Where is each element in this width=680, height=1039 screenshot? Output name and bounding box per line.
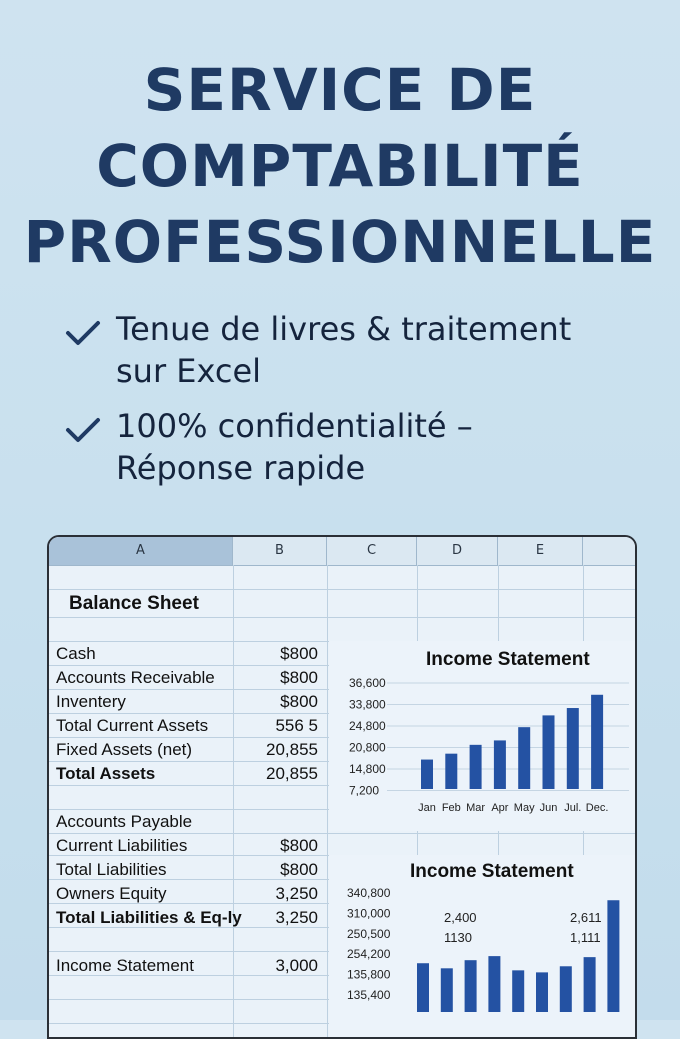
bar xyxy=(584,957,596,1012)
cell-value[interactable]: $800 xyxy=(280,836,318,855)
column-header-e[interactable]: E xyxy=(498,537,583,565)
x-tick-label: Mar xyxy=(466,802,486,814)
column-headers xyxy=(49,537,635,566)
y-tick-label: 14,800 xyxy=(349,762,386,776)
title-line-3: PROFESSIONNELLE xyxy=(23,208,657,276)
title-line-1: SERVICE DE xyxy=(143,56,537,124)
x-tick-label: Jul. xyxy=(564,802,582,814)
cell-label[interactable]: Inventery xyxy=(56,692,126,711)
y-tick-label: 7,200 xyxy=(349,783,380,798)
cell-label[interactable]: Accounts Payable xyxy=(56,812,193,831)
bar xyxy=(543,715,555,789)
bar xyxy=(465,960,477,1012)
page-title xyxy=(0,52,680,280)
cell-label[interactable]: Total Liabilities xyxy=(56,860,167,879)
x-tick-label: Dec. xyxy=(585,802,609,814)
bullet-text: 100% confidentialité – xyxy=(116,407,473,445)
data-annotation: 2,400 xyxy=(444,910,477,925)
cell-label[interactable]: Fixed Assets (net) xyxy=(56,740,193,759)
cell-label[interactable]: Cash xyxy=(56,644,96,663)
check-icon xyxy=(64,318,102,348)
grid-col-line xyxy=(327,565,328,1039)
x-tick-label: Apr xyxy=(491,802,509,814)
bar xyxy=(488,956,500,1012)
column-header-d[interactable]: D xyxy=(417,537,498,565)
bar xyxy=(494,740,506,789)
cell-label[interactable]: Current Liabilities xyxy=(56,836,188,855)
column-header-a[interactable]: A xyxy=(49,537,233,565)
income-chart-1-plot xyxy=(329,641,635,831)
x-tick-label: Jan xyxy=(418,802,436,814)
data-annotation: 2,611 xyxy=(570,910,602,925)
cell-label[interactable]: Accounts Receivable xyxy=(56,668,215,687)
cell-value[interactable]: $800 xyxy=(280,668,318,687)
bar xyxy=(512,970,524,1012)
cell-label[interactable]: Total Current Assets xyxy=(56,716,209,735)
income-chart-2 xyxy=(329,855,635,1039)
feature-bullet xyxy=(64,405,473,489)
cell-label[interactable]: Total Liabilities & Eq-ly xyxy=(56,908,242,927)
y-tick-label: 310,000 xyxy=(347,906,391,921)
column-header-c[interactable]: C xyxy=(327,537,417,565)
bar xyxy=(607,900,619,1012)
y-tick-label: 135,400 xyxy=(347,988,391,1002)
cell-value[interactable]: 3,000 xyxy=(275,956,318,975)
feature-bullet xyxy=(64,308,571,392)
x-tick-label: Feb xyxy=(441,802,461,814)
bar xyxy=(470,745,482,789)
bullet-text: sur Excel xyxy=(116,352,262,390)
y-tick-label: 250,500 xyxy=(347,926,391,941)
y-tick-label: 135,800 xyxy=(347,967,391,982)
bar xyxy=(560,966,572,1012)
y-tick-label: 36,600 xyxy=(349,676,386,690)
cell-value[interactable]: 20,855 xyxy=(266,740,318,759)
cell-value[interactable]: 3,250 xyxy=(275,884,318,903)
y-tick-label: 254,200 xyxy=(347,947,391,962)
chart-title: Income Statement xyxy=(426,649,590,670)
bar xyxy=(567,708,579,789)
y-tick-label: 340,800 xyxy=(347,886,391,900)
spreadsheet xyxy=(47,535,637,1039)
bar xyxy=(518,727,530,789)
check-icon xyxy=(64,415,102,445)
chart-title: Income Statement xyxy=(410,861,574,882)
bar xyxy=(536,972,548,1012)
x-tick-label: Jun xyxy=(539,802,558,814)
cell-value[interactable]: $800 xyxy=(280,860,318,879)
title-line-2: COMPTABILITÉ xyxy=(96,132,584,200)
cell-value[interactable]: $800 xyxy=(280,644,318,663)
bar xyxy=(445,754,457,789)
cell-label[interactable]: Owners Equity xyxy=(56,884,167,903)
income-chart-1 xyxy=(329,641,635,831)
y-tick-label: 20,800 xyxy=(349,740,386,755)
cell-label[interactable]: Total Assets xyxy=(56,764,156,783)
cell-value[interactable]: $800 xyxy=(280,692,318,711)
cell-value[interactable]: 556 5 xyxy=(275,716,318,735)
balance-sheet-title: Balance Sheet xyxy=(69,593,199,614)
bar xyxy=(441,968,453,1012)
y-tick-label: 33,800 xyxy=(349,697,386,712)
data-annotation: 1,111 xyxy=(570,930,601,945)
grid-row-line xyxy=(49,617,635,618)
y-tick-label: 24,800 xyxy=(349,719,386,733)
cell-value[interactable]: 20,855 xyxy=(266,764,318,783)
bar xyxy=(591,695,603,789)
column-header-b[interactable]: B xyxy=(233,537,327,565)
income-chart-2-plot xyxy=(329,855,635,1039)
grid-row-line xyxy=(49,589,635,590)
bullet-text: Réponse rapide xyxy=(116,449,366,487)
bar xyxy=(421,760,433,789)
data-annotation: 1130 xyxy=(444,930,472,945)
bar xyxy=(417,963,429,1012)
cell-label[interactable]: Income Statement xyxy=(56,956,194,975)
cell-value[interactable]: 3,250 xyxy=(275,908,318,927)
x-tick-label: May xyxy=(513,802,535,814)
bullet-text: Tenue de livres & traitement xyxy=(116,310,572,348)
